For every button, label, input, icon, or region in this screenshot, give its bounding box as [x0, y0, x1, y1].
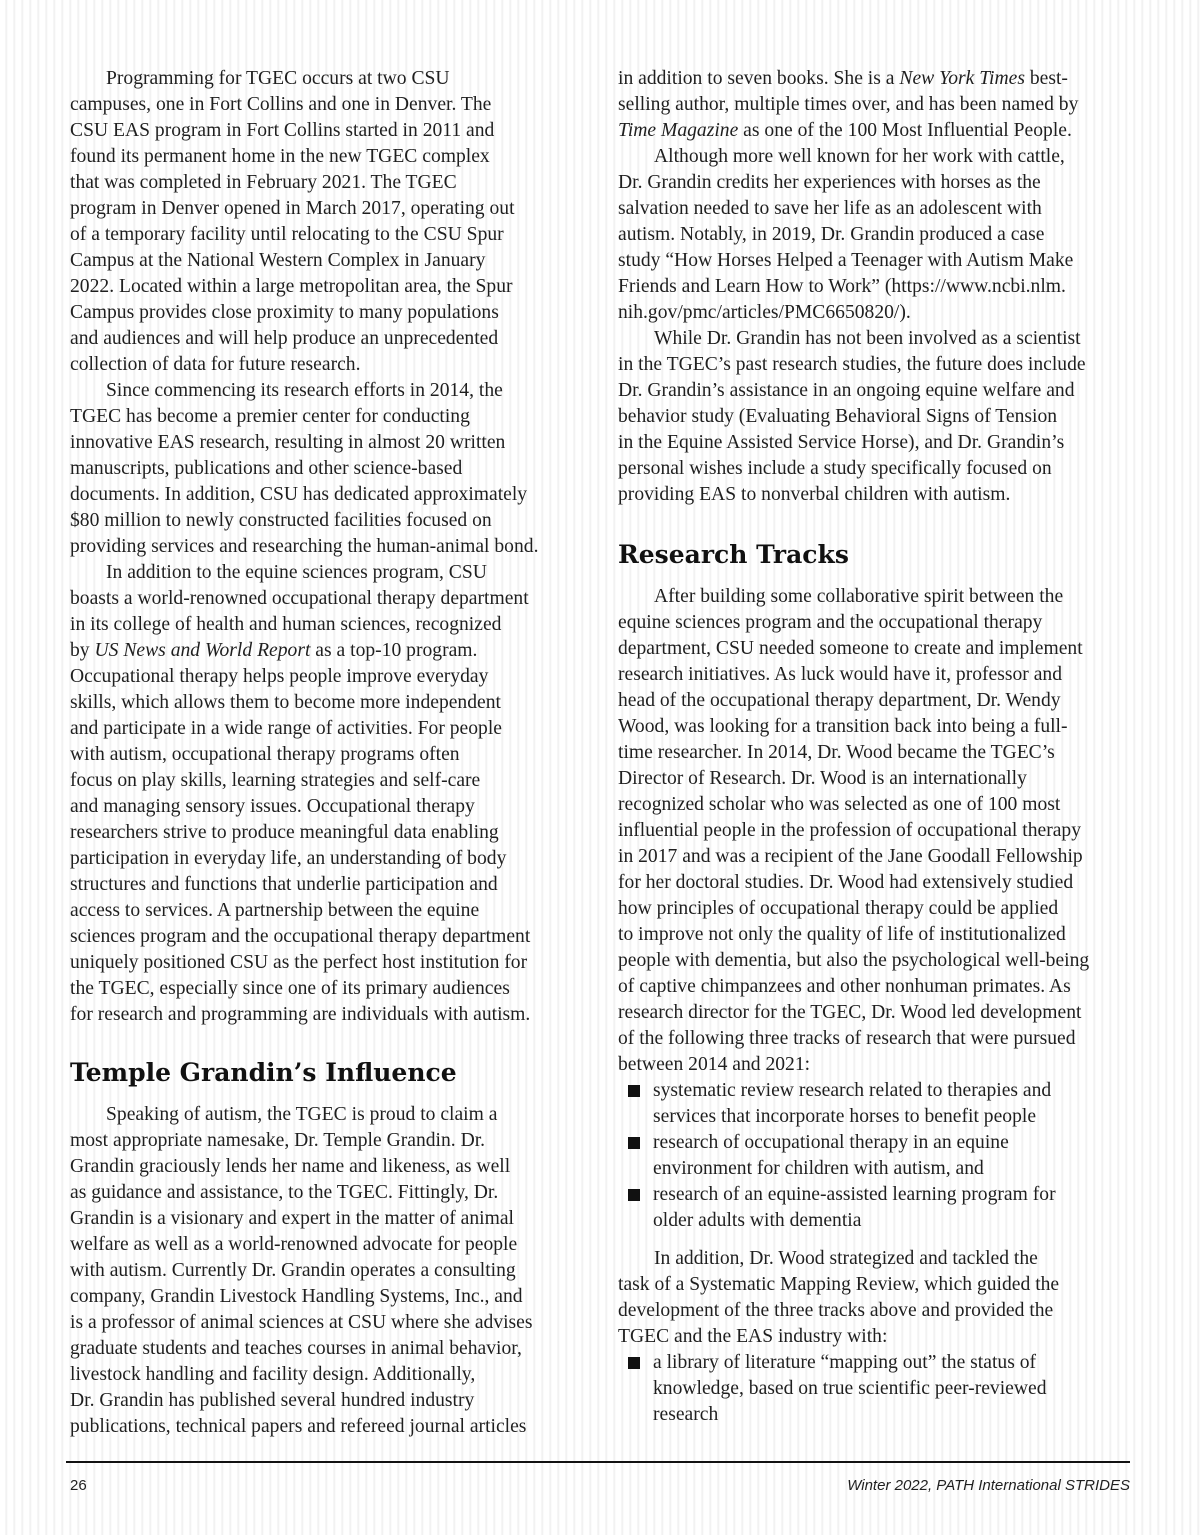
- paragraph-occupational-therapy: [70, 560, 585, 1028]
- section-heading-research-tracks: Research Tracks: [618, 540, 849, 569]
- paragraph-programming: Programming for TGEC occurs at two CSU campuses, one in Fort Collins and one in Denver. The CSU EAS program in Fort Collins started in 2011 and found its permanent home in the new TGEC complex that was completed in February 2021. The TGEC program in Denver opened in March 2017, operating out of a temporary facility until relocating to the CSU Spur Campus at the National Western Complex in January 2022. Located within a large metropolitan area, the Spur Campus provides close proximity to many populations and audiences and will help produce an unprecedented collection of data for future research.: [70, 68, 515, 375]
- list-item-text: systematic review research related to therapies and services that incorporate horses to benefit people: [653, 1080, 1052, 1127]
- research-tracks-list: [618, 1078, 1130, 1234]
- paragraph-namesake: Speaking of autism, the TGEC is proud to claim a most appropriate namesake, Dr. Temple Grandin. Dr. Grandin graciously lends her name and likeness, as well as guidance and assistance, to the TGEC. Fittingly, Dr. Grandin is a visionary and expert in the matter of animal welfare as well as a world-renowned advocate for people with autism. Currently Dr. Grandin operates a consulting company, Grandin Livestock Handling Systems, Inc., and is a professor of animal sciences at CSU where she advises graduate students and teaches courses in animal behavior, livestock handling and facility design. Additionally, Dr. Grandin has published several hundred industry publications, technical papers and refereed journal articles: [70, 1104, 533, 1437]
- publication-title-italic: New York Times: [899, 68, 1025, 89]
- paragraph-text: In addition to the equine sciences program, CSU boasts a world-renowned occupational therapy department in its college of health and human sciences, recognized by: [70, 562, 529, 661]
- square-bullet-icon: [628, 1137, 640, 1149]
- list-item: [618, 1078, 1130, 1130]
- mapping-review-list: [618, 1350, 1130, 1428]
- paragraph-horses: Although more well known for her work with cattle, Dr. Grandin credits her experiences with horses as the salvation needed to save her life as an adolescent with autism. Notably, in 2019, Dr. Grandin produced a case study “How Horses Helped a Teenager with Autism Make Friends and Learn How to Work” (https://www.ncbi.nlm. nih.gov/pmc/articles/PMC6650820/).: [618, 146, 1074, 323]
- paragraph-text: best- selling author, multiple times over, and has been named by: [618, 68, 1079, 115]
- list-item-text: research of occupational therapy in an equine environment for children with autism, and: [653, 1132, 1009, 1179]
- publication-title-italic: US News and World Report: [94, 640, 311, 661]
- list-item-text: research of an equine-assisted learning program for older adults with dementia: [653, 1184, 1056, 1231]
- square-bullet-icon: [628, 1085, 640, 1097]
- page-number: 26: [70, 1477, 87, 1494]
- paragraph-books: [618, 66, 1130, 144]
- list-item: [618, 1350, 1130, 1428]
- right-column: [618, 66, 1130, 1428]
- list-item: [618, 1182, 1130, 1234]
- list-item: [618, 1130, 1130, 1182]
- section-heading-temple-grandin: Temple Grandin’s Influence: [70, 1058, 457, 1087]
- square-bullet-icon: [628, 1357, 640, 1369]
- footer-divider: [66, 1461, 1130, 1463]
- publication-footer: Winter 2022, PATH International STRIDES: [847, 1477, 1130, 1494]
- left-column: [70, 66, 585, 1440]
- paragraph-research-efforts: Since commencing its research efforts in 2014, the TGEC has become a premier center for conducting innovative EAS research, resulting in almost 20 written manuscripts, publications and other science-based documents. In addition, CSU has dedicated approximately $80 million to newly constructed facilities focused on providing services and researching the human-animal bond.: [70, 380, 539, 557]
- paragraph-text: as one of the 100 Most Influential People.: [738, 120, 1072, 141]
- publication-title-italic: Time Magazine: [618, 120, 739, 141]
- paragraph-mapping-review: In addition, Dr. Wood strategized and tackled the task of a Systematic Mapping Review, which guided the development of the three tracks above and provided the TGEC and the EAS industry with:: [618, 1248, 1060, 1347]
- square-bullet-icon: [628, 1189, 640, 1201]
- paragraph-text: in addition to seven books. She is a: [618, 68, 900, 89]
- paragraph-future-studies: While Dr. Grandin has not been involved as a scientist in the TGEC’s past research studies, the future does include Dr. Grandin’s assistance in an ongoing equine welfare and behavior study (Evaluating Behavioral Signs of Tension in the Equine Assisted Service Horse), and Dr. Grandin’s personal wishes include a study specifically focused on providing EAS to nonverbal children with autism.: [618, 328, 1086, 505]
- paragraph-dr-wood: After building some collaborative spirit between the equine sciences program and the occupational therapy department, CSU needed someone to create and implement research initiatives. As luck would have it, professor and head of the occupational therapy department, Dr. Wendy Wood, was looking for a transition back into being a full- time researcher. In 2014, Dr. Wood became the TGEC’s Director of Research. Dr. Wood is an internationally recognized scholar who was selected as one of 100 most influential people in the profession of occupational therapy in 2017 and was a recipient of the Jane Goodall Fellowship for her doctoral studies. Dr. Wood had extensively studied how principles of occupational therapy could be applied to improve not only the quality of life of institutionalized people with dementia, but also the psychological well-being of captive chimpanzees and other nonhuman primates. As research director for the TGEC, Dr. Wood led development of the following three tracks of research that were pursued between 2014 and 2021:: [618, 586, 1090, 1075]
- paragraph-text: as a top-10 program. Occupational therapy helps people improve everyday skills, which allows them to become more independent and participate in a wide range of activities. For people with autism, occupational therapy programs often focus on play skills, learning strategies and self-care and managing sensory issues. Occupational therapy researchers strive to produce meaningful data enabling participation in everyday life, an understanding of body structures and functions that underlie participation and access to services. A partnership between the equine sciences program and the occupational therapy department uniquely positioned CSU as the perfect host institution for the TGEC, especially since one of its primary audiences for research and programming are individuals with autism.: [70, 640, 531, 1025]
- list-item-text: a library of literature “mapping out” the status of knowledge, based on true scientific peer-reviewed research: [653, 1352, 1047, 1425]
